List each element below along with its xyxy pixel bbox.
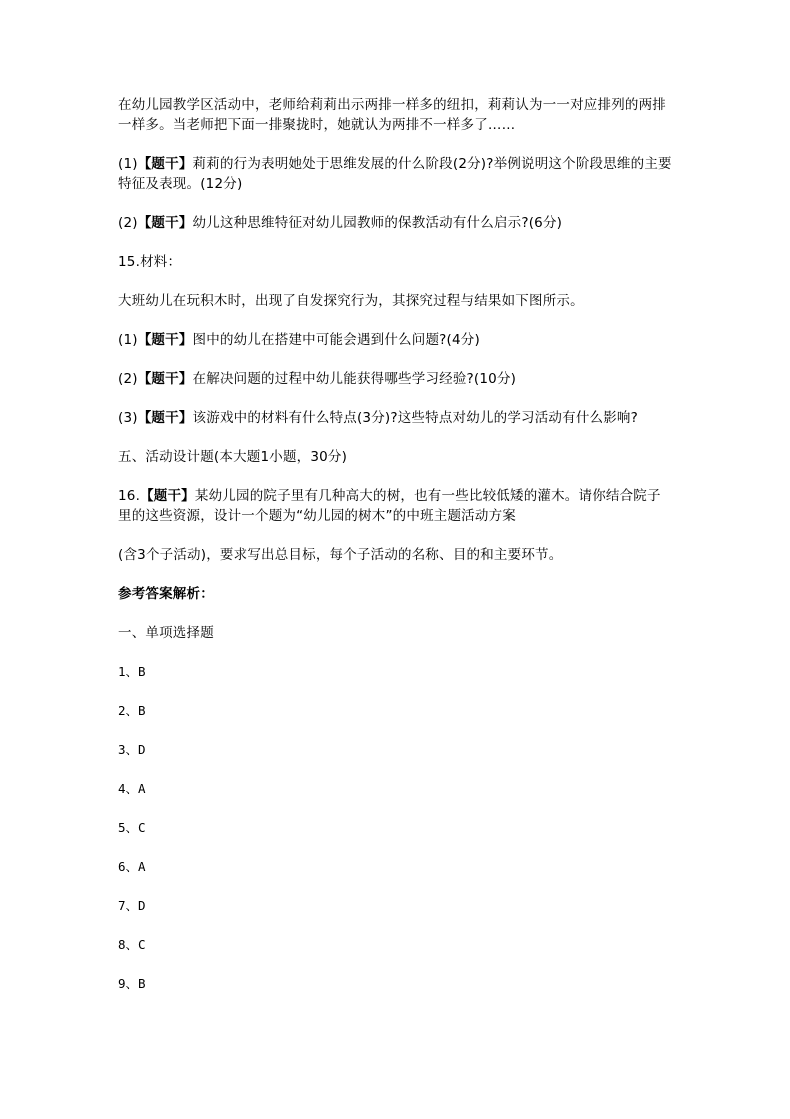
q-tag: 【题干】 — [137, 215, 193, 231]
q15-title: 15.材料： — [118, 254, 182, 270]
answer-item: 8、C — [118, 937, 146, 952]
answer-item: 4、A — [118, 781, 146, 796]
q15-sub1 — [118, 330, 674, 350]
q-text: 幼儿这种思维特征对幼儿园教师的保教活动有什么启示?(6分) — [192, 215, 563, 231]
document-page — [118, 95, 674, 1013]
answer-item: 6、A — [118, 859, 146, 874]
q-text: 该游戏中的材料有什么特点(3分)?这些特点对幼儿的学习活动有什么影响? — [192, 410, 638, 426]
q14-sub2 — [118, 213, 674, 233]
answer-item: 3、D — [118, 742, 146, 757]
answer-item: 7、D — [118, 898, 146, 913]
q-num: (1) — [118, 332, 138, 348]
q14-sub1 — [118, 154, 674, 194]
q-text: 某幼儿园的院子里有几种高大的树，也有一些比较低矮的灌木。请你结合院子里的这些资源，设计一个题为“幼儿园的树木”的中班主题活动方案 — [118, 488, 661, 524]
q14-intro: 在幼儿园教学区活动中，老师给莉莉出示两排一样多的纽扣，莉莉认为一一对应排列的两排一样多。当老师把下面一排聚拢时，她就认为两排不一样多了…… — [118, 97, 666, 133]
answer-item: 9、B — [118, 976, 146, 991]
answer-item: 2、B — [118, 703, 146, 718]
q-tag: 【题干】 — [140, 488, 195, 504]
q-tag: 【题干】 — [137, 371, 193, 387]
q15-sub2 — [118, 369, 674, 389]
section-5-heading: 五、活动设计题(本大题1小题，30分) — [118, 449, 348, 465]
q-num: (1) — [118, 156, 138, 172]
q-tag: 【题干】 — [137, 332, 193, 348]
q-num: (2) — [118, 371, 138, 387]
q-tag: 【题干】 — [137, 156, 193, 172]
q-num: (3) — [118, 410, 138, 426]
answer-item: 5、C — [118, 820, 146, 835]
section-1-heading: 一、单项选择题 — [118, 625, 214, 641]
q-text: 在解决问题的过程中幼儿能获得哪些学习经验?(10分) — [192, 371, 517, 387]
answer-item: 1、B — [118, 664, 146, 679]
q-num: 16. — [118, 488, 141, 504]
q-tag: 【题干】 — [137, 410, 193, 426]
q15-material: 大班幼儿在玩积木时，出现了自发探究行为，其探究过程与结果如下图所示。 — [118, 293, 584, 309]
answer-heading: 参考答案解析： — [118, 586, 214, 602]
q16-continued: (含3个子活动)，要求写出总目标，每个子活动的名称、目的和主要环节。 — [118, 547, 563, 563]
q-text: 图中的幼儿在搭建中可能会遇到什么问题?(4分) — [192, 332, 480, 348]
q15-sub3 — [118, 408, 674, 428]
q-text: 莉莉的行为表明她处于思维发展的什么阶段(2分)?举例说明这个阶段思维的主要特征及表现。(12分) — [118, 156, 672, 192]
q-num: (2) — [118, 215, 138, 231]
q16 — [118, 486, 674, 526]
